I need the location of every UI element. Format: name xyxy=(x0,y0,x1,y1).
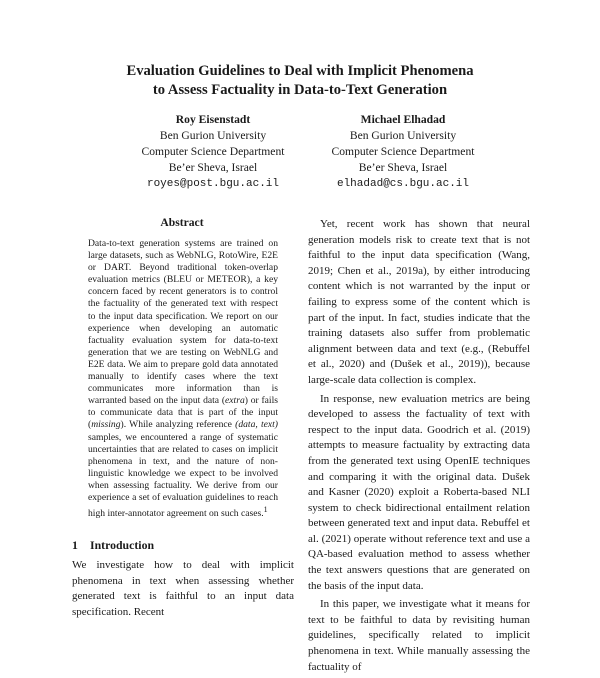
footnote-mark: 1 xyxy=(263,505,268,515)
paragraph: In this paper, we investigate what it means for text to be faithful to data by revisiting human guidelines, specifically related to implicit phenomena in text. While manually assessing the factuality of xyxy=(308,598,530,673)
abstract-text: Data-to-text generation systems are trained on large datasets, such as WebNLG, RotoWire, E2E or DART. Beyond traditional token-overlap evaluation metrics (BLEU or METEOR), a key concern faced by recent generators is to control the factuality of the generated text with respect to the input data specification. We report on our experience when developing an automatic factuality evaluation system for data-to-text generation that we are testing on WebNLG and E2E data. We aim to prepare gold data annotated manually to identify cases where the text communicates more information than is warranted based on the input data ( xyxy=(88,238,278,407)
abstract-text: samples, we encountered a range of systematic uncertainties that are related to cases on implicit phenomena in text, and the nature of non-linguistic knowledge we expect to be involved when assessing factuality. We derive from our experience a set of evaluation guidelines to reach high inter-annotator agreement on such cases. xyxy=(88,431,278,520)
author-location: Be’er Sheva, Israel xyxy=(358,161,448,174)
author-department: Computer Science Department xyxy=(331,145,475,158)
author-location: Be’er Sheva, Israel xyxy=(168,161,258,174)
paragraph: Yet, recent work has shown that neural generation models risk to create text that is not faithful to the input data specification (Wang, 2019; Chen et al., 2019a), by either introducing content which is not warranted by the input or failing to express some of the content which is part of the input. In fact, studies indicate that the training datasets also suffer from problematic alignment between data and text (e.g., (Rebuffel et al., 2020) and (Dušek et al., 2019)), because large-scale data collection is complex. xyxy=(308,218,530,386)
author-name: Roy Eisenstadt xyxy=(175,113,251,126)
author-affiliation: Ben Gurion University xyxy=(159,129,267,142)
author-affiliation: Ben Gurion University xyxy=(349,129,457,142)
abstract-extra-term: extra xyxy=(225,395,245,407)
author-email: elhadad@cs.bgu.ac.il xyxy=(336,178,470,190)
author-block-1 xyxy=(113,112,313,192)
abstract-text: ) or fails to communicate data that is part of the input ( xyxy=(88,395,278,431)
abstract-data-text-term: (data, text) xyxy=(235,419,279,431)
introduction-body xyxy=(72,558,294,620)
title-line-1: Evaluation Guidelines to Deal with Implicit Phenomena xyxy=(126,63,474,79)
abstract-heading: Abstract xyxy=(160,216,204,229)
author-block-2 xyxy=(303,112,503,192)
author-name: Michael Elhadad xyxy=(360,113,446,126)
paragraph: We investigate how to deal with implicit phenomena in text when assessing whether generated text is faithful to an input data specification. Recent xyxy=(72,559,294,618)
section-heading-introduction xyxy=(72,538,154,553)
author-email: royes@post.bgu.ac.il xyxy=(146,178,280,190)
author-department: Computer Science Department xyxy=(141,145,285,158)
abstract-body xyxy=(88,238,278,520)
paragraph: In response, new evaluation metrics are being developed to assess the factuality of text with respect to the input data. Goodrich et al. (2019) attempts to measure factuality by extracting data from the generated text using OpenIE techniques and comparing it with the original data. Dušek and Kasner (2020) exploit a Roberta-based NLI system to check bidirectional entailment relation between generated text and input data. Rebuffel et al. (2021) operate without reference text and use a QA-based evaluation method to assess whether the text answers questions that are generated on the basis of the input data. xyxy=(308,392,530,592)
title-line-2: to Assess Factuality in Data-to-Text Generation xyxy=(152,82,448,98)
section-number: 1 xyxy=(72,538,78,552)
abstract-text: ). While analyzing reference xyxy=(120,419,236,431)
paper-title xyxy=(0,62,600,100)
right-column xyxy=(308,217,530,678)
section-title: Introduction xyxy=(90,538,155,552)
abstract-missing-term: missing xyxy=(91,419,121,431)
